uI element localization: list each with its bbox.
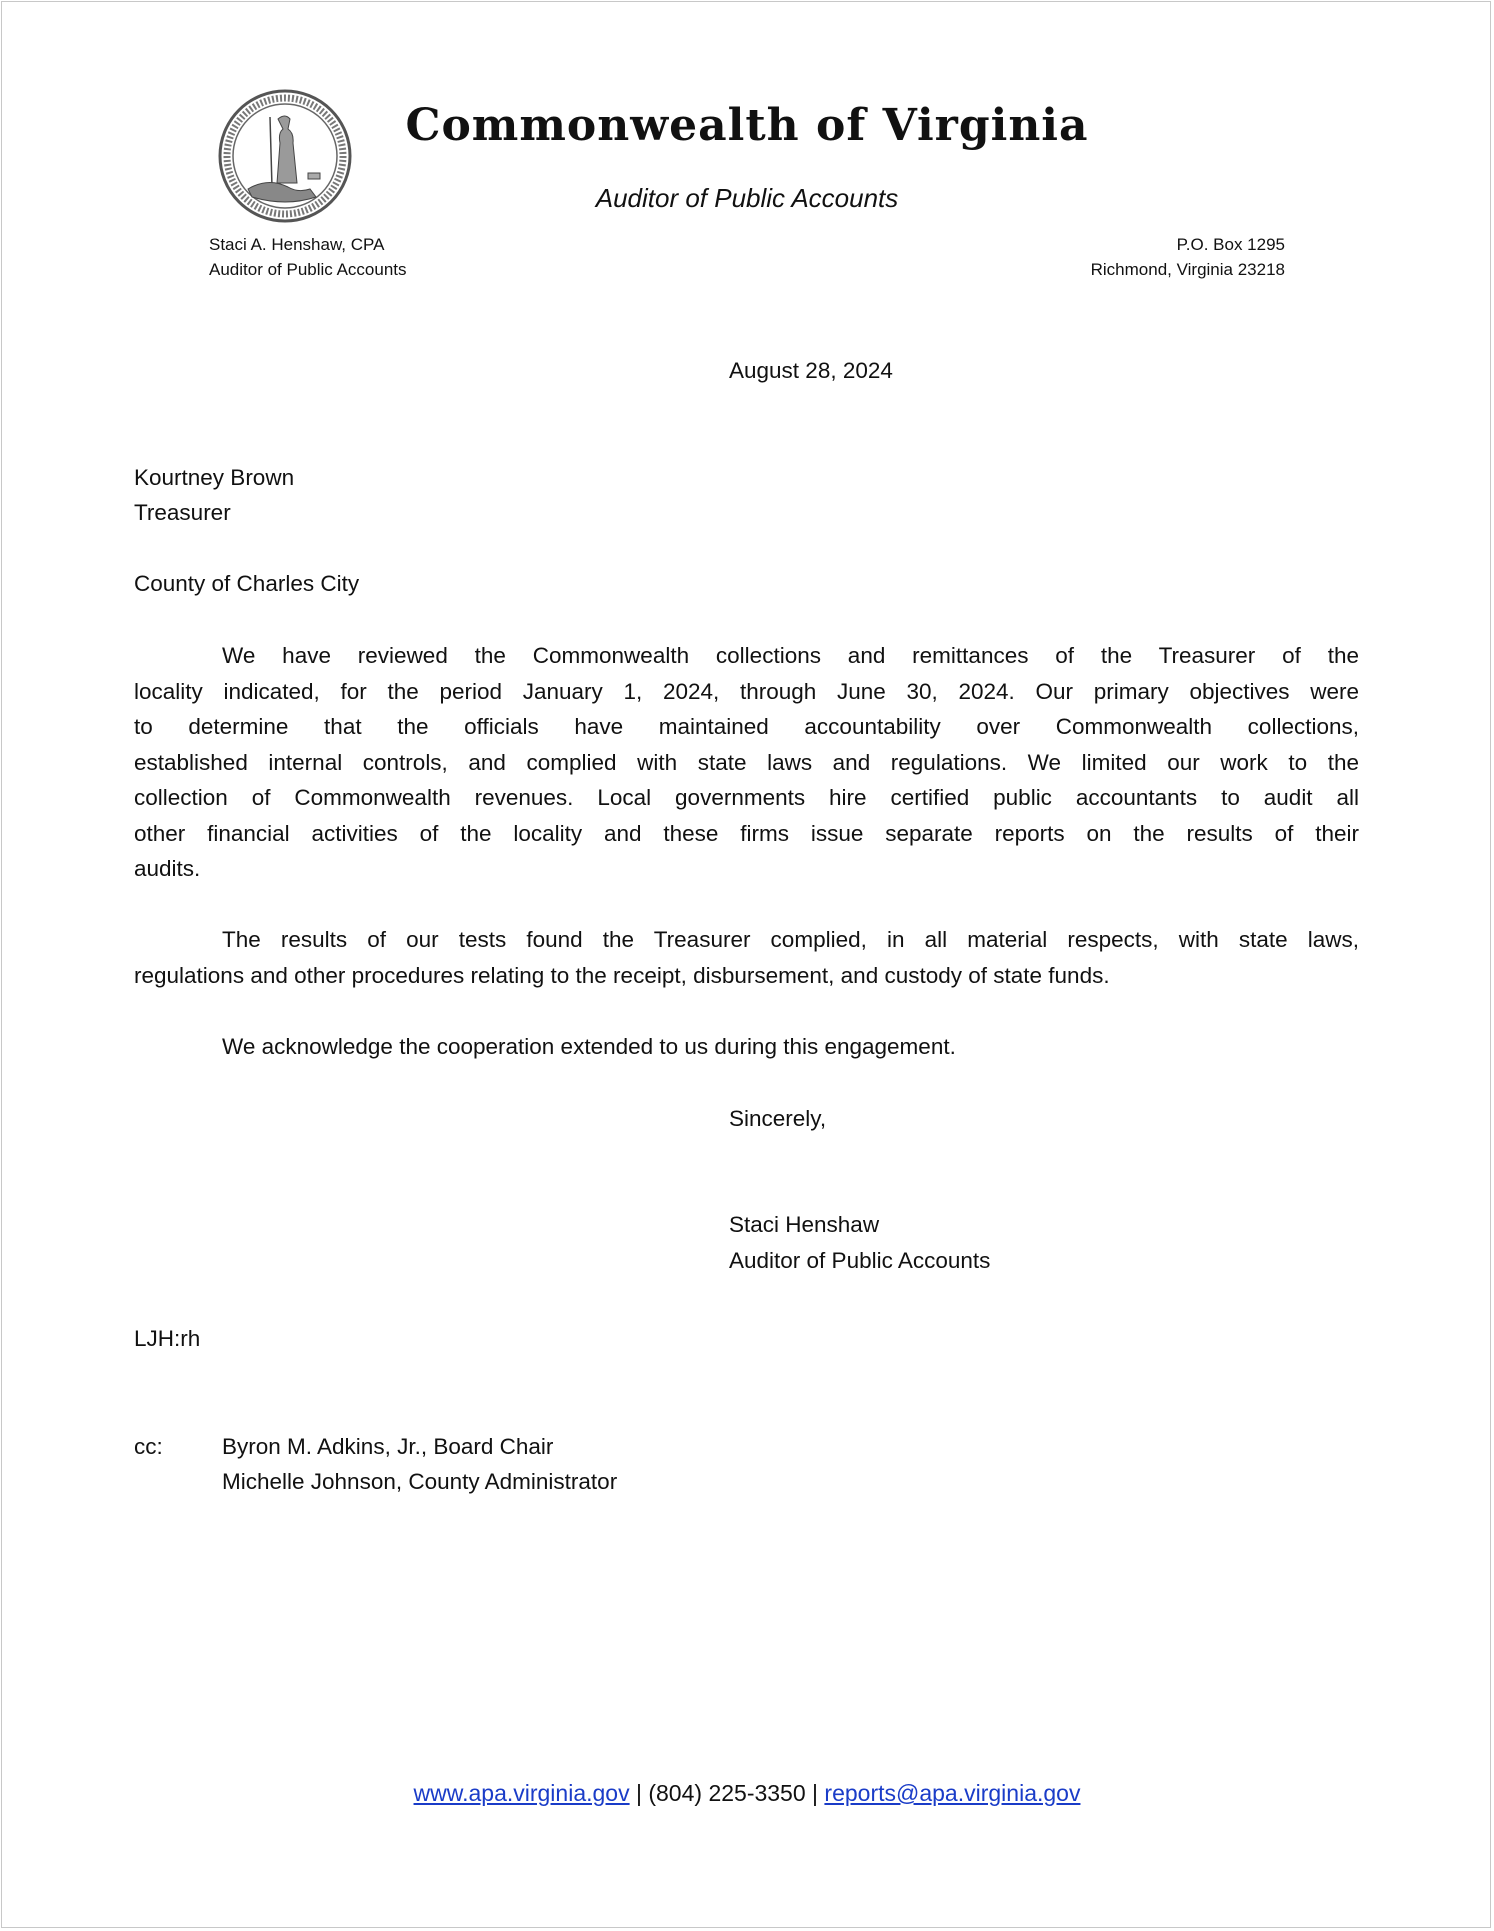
cc-label: cc: [134,1434,163,1459]
letter-date: August 28, 2024 [729,358,893,383]
cc-recipient: Michelle Johnson, County Administrator [222,1469,618,1494]
paragraph-line: audits. [134,856,201,881]
letterhead-subtitle: Auditor of Public Accounts [595,183,899,213]
separator: | [629,1780,649,1806]
phone-number: (804) 225-3350 [648,1780,806,1806]
paragraph-line: collection of Commonwealth revenues. Local governments hire certified public accountants to audit all [134,785,1359,810]
recipient-name: Kourtney Brown [134,465,295,490]
city-state-zip: Richmond, Virginia 23218 [1090,260,1285,279]
paragraph-line: We acknowledge the cooperation extended to us during this engagement. [222,1034,956,1059]
paragraph-line: other financial activities of the locality and these firms issue separate reports on the results of their [134,821,1359,846]
cc-recipient: Byron M. Adkins, Jr., Board Chair [222,1434,554,1459]
paragraph-line: regulations and other procedures relating to the receipt, disbursement, and custody of state funds. [134,963,1110,988]
sender-address [1091,232,1285,282]
po-box: P.O. Box 1295 [1176,235,1285,254]
initials: LJH:rh [134,1326,201,1351]
separator: | [805,1780,825,1806]
sender-title: Auditor of Public Accounts [209,260,407,279]
email-link[interactable]: reports@apa.virginia.gov [824,1780,1081,1806]
paragraph-line: to determine that the officials have maintained accountability over Commonwealth collections, [134,714,1359,739]
paragraph-line: locality indicated, for the period January 1, 2024, through June 30, 2024. Our primary objectives were [134,679,1359,704]
closing: Sincerely, [729,1106,827,1131]
paragraph-line: The results of our tests found the Treasurer complied, in all material respects, with state laws, [222,927,1359,952]
paragraph-line: established internal controls, and complied with state laws and regulations. We limited our work to the [134,750,1359,775]
sender-name: Staci A. Henshaw, CPA [209,235,385,254]
signer-name: Staci Henshaw [729,1212,880,1237]
signer-title: Auditor of Public Accounts [729,1248,991,1273]
letterhead-title: Commonwealth of Virginia [405,100,1089,151]
paragraph-line: We have reviewed the Commonwealth collections and remittances of the Treasurer of the [222,643,1359,668]
footer [0,1780,1494,1807]
recipient-title: Treasurer [134,500,231,525]
website-link[interactable]: www.apa.virginia.gov [413,1780,630,1806]
sender-info [209,232,407,282]
recipient-locality: County of Charles City [134,571,360,596]
